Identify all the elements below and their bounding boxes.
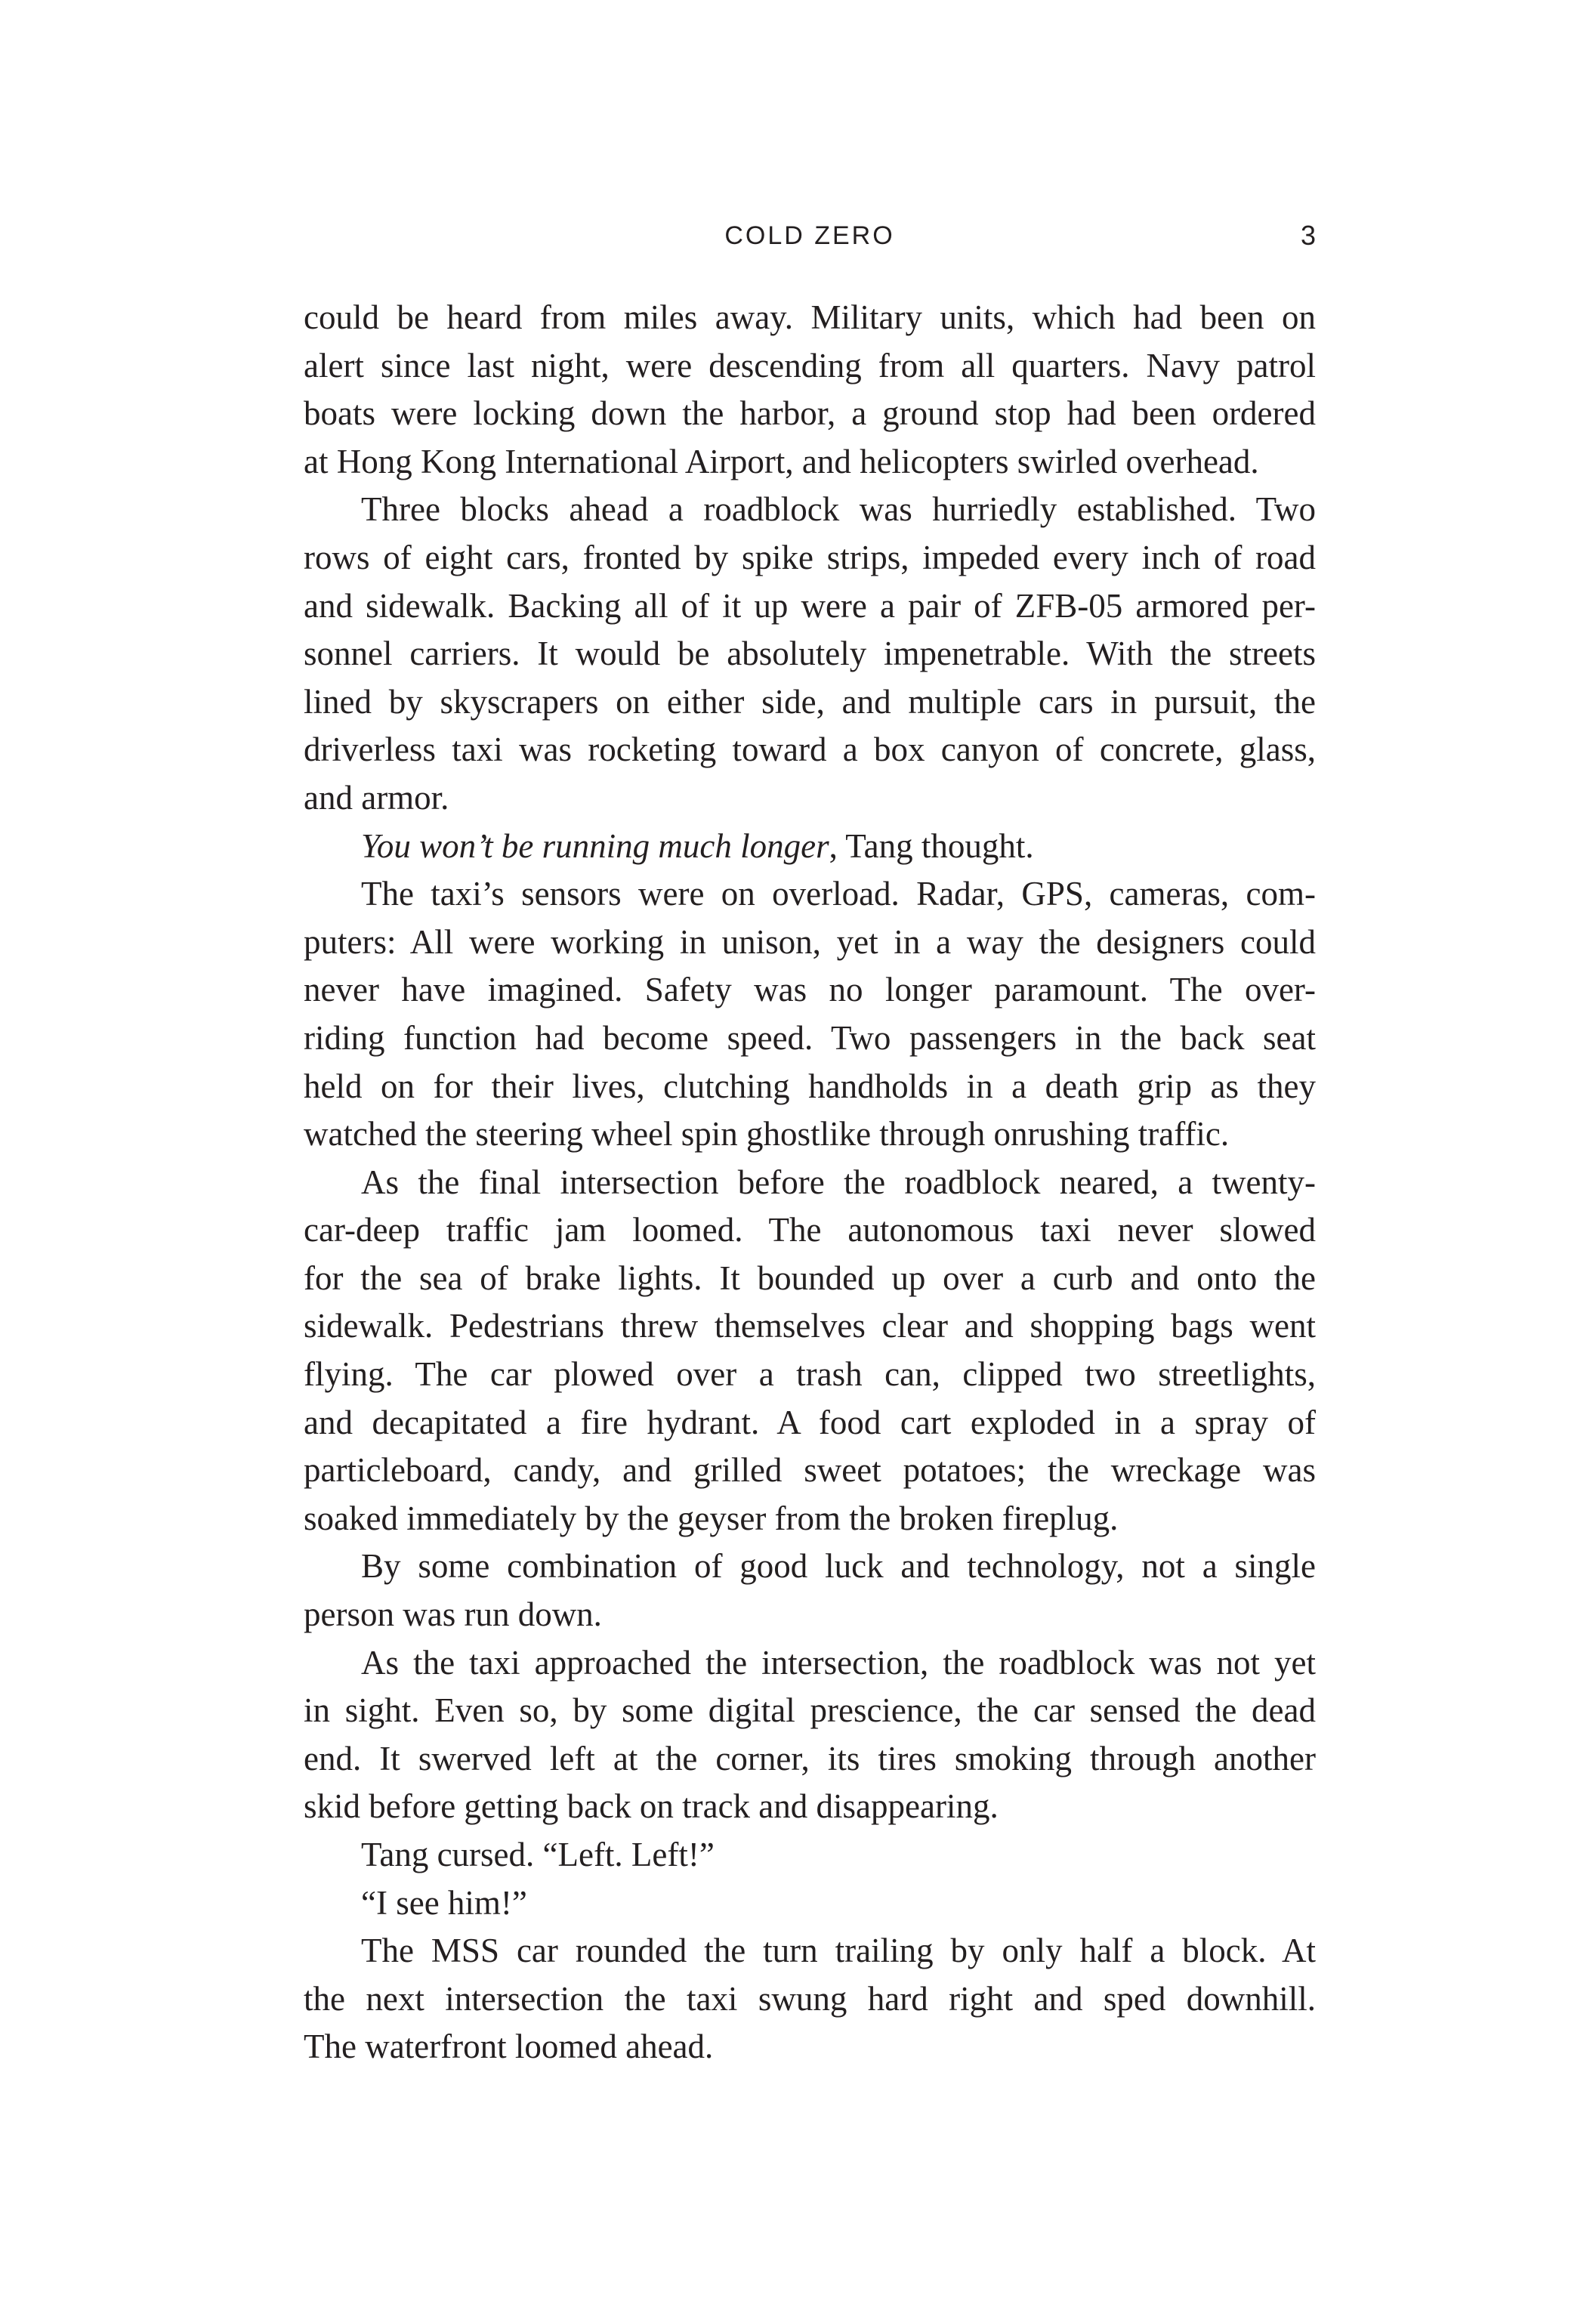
text-line: Three blocks ahead a roadblock was hurriedly established. Two xyxy=(361,490,1316,529)
text-line: rows of eight cars, fronted by spike strips, impeded every inch of road xyxy=(304,538,1316,576)
text-line: could be heard from miles away. Military units, which had been on xyxy=(304,298,1316,336)
text-line: person was run down. xyxy=(304,1595,602,1634)
page-header xyxy=(304,213,1316,258)
text-line: sonnel carriers. It would be absolutely impenetrable. With the streets xyxy=(304,635,1316,673)
text-line: driverless taxi was rocketing toward a box canyon of concrete, glass, xyxy=(304,730,1316,769)
text-line: car-deep traffic jam loomed. The autonomous taxi never slowed xyxy=(304,1211,1316,1249)
text-line: “I see him!” xyxy=(361,1883,527,1922)
text-line: end. It swerved left at the corner, its tires smoking through another xyxy=(304,1739,1316,1777)
body-text xyxy=(304,294,1316,2071)
text-line: The waterfront loomed ahead. xyxy=(304,2028,714,2066)
text-line: The MSS car rounded the turn trailing by only half a block. At xyxy=(361,1932,1316,1970)
text-line: boats were locking down the harbor, a ground stop had been ordered xyxy=(304,394,1316,433)
text-line: soaked immediately by the geyser from the broken fireplug. xyxy=(304,1499,1119,1537)
page-number: 3 xyxy=(1300,220,1316,251)
text-line: and armor. xyxy=(304,778,449,817)
text-line: alert since last night, were descending from all quarters. Navy patrol xyxy=(304,346,1316,385)
text-line: held on for their lives, clutching handholds in a death grip as they xyxy=(304,1067,1316,1105)
text-line: lined by skyscrapers on either side, and multiple cars in pursuit, the xyxy=(304,682,1316,721)
thought-tag: , Tang thought. xyxy=(829,826,1034,865)
text-line: As the taxi approached the intersection, the roadblock was not yet xyxy=(361,1643,1316,1682)
text-line: particleboard, candy, and grilled sweet potatoes; the wreckage was xyxy=(304,1451,1316,1490)
text-line: in sight. Even so, by some digital prescience, the car sensed the dead xyxy=(304,1691,1316,1730)
text-line: As the final intersection before the roadblock neared, a twenty- xyxy=(361,1163,1316,1201)
text-line: riding function had become speed. Two passengers in the back seat xyxy=(304,1018,1316,1057)
text-line: and decapitated a fire hydrant. A food cart exploded in a spray of xyxy=(304,1403,1316,1441)
text-line: at Hong Kong International Airport, and helicopters swirled overhead. xyxy=(304,442,1259,480)
text-line: sidewalk. Pedestrians threw themselves clear and shopping bags went xyxy=(304,1307,1316,1345)
text-line: and sidewalk. Backing all of it up were a pair of ZFB-05 armored per- xyxy=(304,586,1316,625)
text-line: The taxi’s sensors were on overload. Radar, GPS, cameras, com- xyxy=(361,875,1316,913)
italic-thought: You won’t be running much longer xyxy=(361,826,829,865)
text-line: skid before getting back on track and disappearing. xyxy=(304,1787,999,1826)
text-line: the next intersection the taxi swung hard right and sped downhill. xyxy=(304,1979,1316,2018)
text-line: By some combination of good luck and technology, not a single xyxy=(361,1547,1316,1586)
text-line: never have imagined. Safety was no longer paramount. The over- xyxy=(304,971,1316,1009)
text-line: Tang cursed. “Left. Left!” xyxy=(361,1836,715,1873)
text-line: for the sea of brake lights. It bounded up over a curb and onto the xyxy=(304,1259,1316,1297)
running-title: COLD ZERO xyxy=(724,221,895,250)
text-line: flying. The car plowed over a trash can, clipped two streetlights, xyxy=(304,1355,1316,1394)
text-line: watched the steering wheel spin ghostlike through onrushing traffic. xyxy=(304,1115,1230,1154)
text-line: puters: All were working in unison, yet in a way the designers could xyxy=(304,922,1316,961)
text-line xyxy=(304,823,1316,871)
